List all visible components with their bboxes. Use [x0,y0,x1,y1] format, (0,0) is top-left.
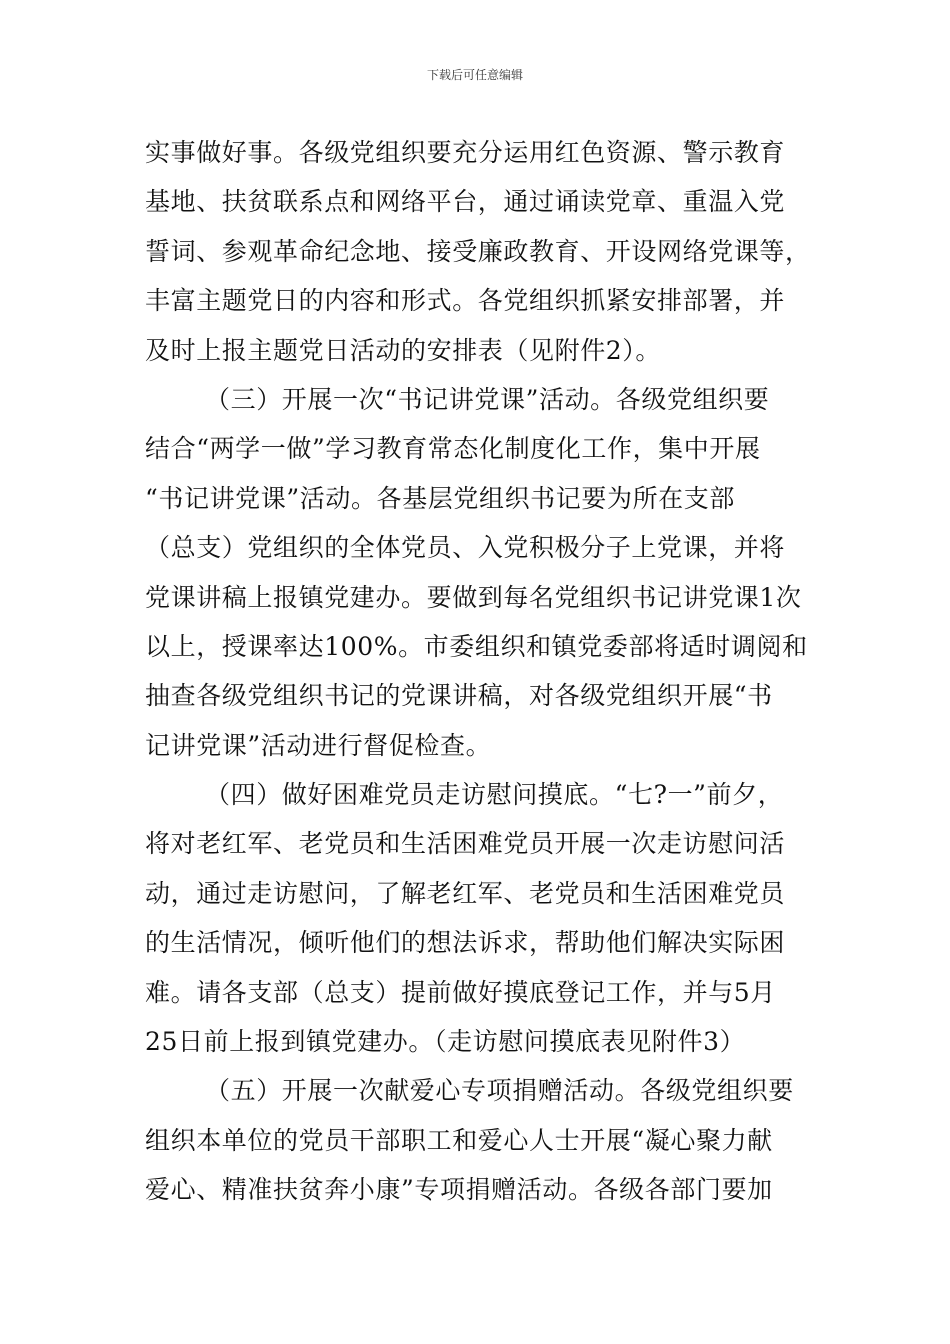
text-line: 及时上报主题党日活动的安排表（见附件2）。 [145,335,662,365]
text-line: 抽查各级党组织书记的党课讲稿，对各级党组织开展“书 [145,681,773,711]
text-line: “书记讲党课”活动。各基层党组织书记要为所在支部 [145,483,735,513]
text-line: 党课讲稿上报镇党建办。要做到每名党组织书记讲党课1次 [145,582,802,612]
text-line: 25日前上报到镇党建办。（走访慰问摸底表见附件3） [145,1027,746,1057]
text-line: （五）开展一次献爱心专项捐赠活动。各级党组织要 [205,1076,794,1106]
text-line: 结合“两学一做”学习教育常态化制度化工作，集中开展 [145,434,761,464]
text-line: 爱心、精准扶贫奔小康”专项捐赠活动。各级各部门要加 [145,1175,773,1205]
text-line: 组织本单位的党员干部职工和爱心人士开展“凝心聚力献 [145,1125,773,1155]
text-line: 难。请各支部（总支）提前做好摸底登记工作，并与5月 [145,977,776,1007]
text-line: 实事做好事。各级党组织要充分运用红色资源、警示教育 [145,138,786,167]
text-line: （四）做好困难党员走访慰问摸底。“七?一”前夕， [205,780,784,810]
text-line: 动，通过走访慰问，了解老红军、老党员和生活困难党员 [145,878,786,908]
text-line: 以上，授课率达100%。市委组织和镇党委部将适时调阅和 [145,631,808,661]
text-line: 的生活情况，倾听他们的想法诉求，帮助他们解决实际困 [145,928,786,958]
text-line: 誓词、参观革命纪念地、接受廉政教育、开设网络党课等， [145,236,811,266]
text-line: 丰富主题党日的内容和形式。各党组织抓紧安排部署，并 [145,286,786,316]
text-line: 基地、扶贫联系点和网络平台，通过诵读党章、重温入党 [145,187,786,217]
text-line: （三）开展一次“书记讲党课”活动。各级党组织要 [205,384,770,414]
text-line: （总支）党组织的全体党员、入党积极分子上党课，并将 [145,533,786,563]
text-line: 将对老红军、老党员和生活困难党员开展一次走访慰问活 [145,829,786,859]
page-header-note: 下载后可任意编辑 [426,68,523,82]
document-body [145,128,815,1215]
text-line: 记讲党课”活动进行督促检查。 [145,730,492,760]
